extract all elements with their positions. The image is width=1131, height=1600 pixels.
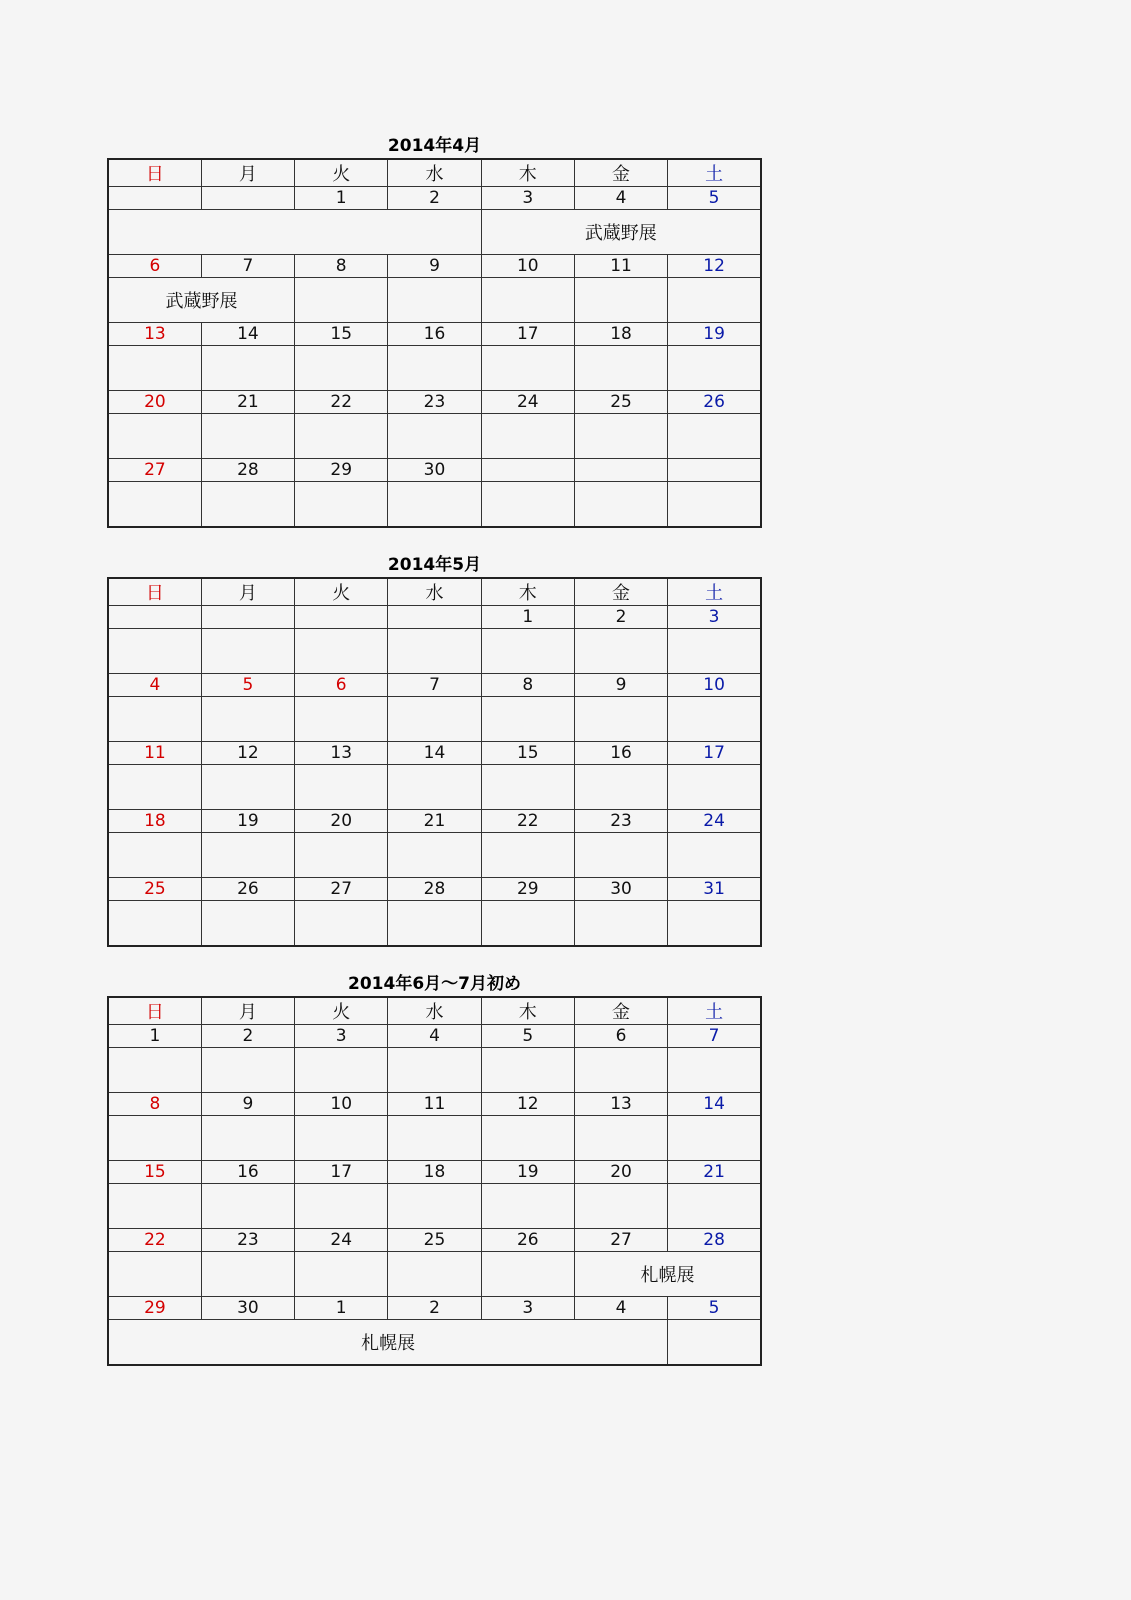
event-row (108, 1320, 761, 1366)
date-number-row (108, 459, 761, 482)
day-number: 19 (481, 1161, 574, 1184)
empty-event-cell (388, 482, 481, 528)
empty-event-cell (201, 901, 294, 947)
empty-event-cell (481, 278, 574, 323)
day-number: 25 (574, 391, 667, 414)
empty-event-cell (574, 278, 667, 323)
empty-event-cell (481, 1184, 574, 1229)
empty-event-cell (574, 697, 667, 742)
event-row (108, 833, 761, 878)
empty-event-cell (574, 1048, 667, 1093)
empty-event-cell (481, 346, 574, 391)
calendar-grid (107, 996, 762, 1366)
calendar-june-july-2014 (107, 972, 762, 1366)
empty-event-cell (201, 833, 294, 878)
day-number: 26 (201, 878, 294, 901)
empty-event-cell (201, 346, 294, 391)
empty-event-cell (295, 833, 388, 878)
day-number: 29 (481, 878, 574, 901)
day-number (201, 187, 294, 210)
empty-event-cell (668, 629, 761, 674)
empty-event-cell (574, 346, 667, 391)
empty-event-cell (481, 697, 574, 742)
empty-event-cell (668, 482, 761, 528)
day-number: 10 (295, 1093, 388, 1116)
day-number: 16 (201, 1161, 294, 1184)
day-number: 22 (481, 810, 574, 833)
empty-event-cell (574, 765, 667, 810)
empty-event-cell (481, 833, 574, 878)
empty-event-cell (574, 901, 667, 947)
day-number: 9 (574, 674, 667, 697)
day-number: 13 (295, 742, 388, 765)
day-number: 18 (108, 810, 201, 833)
empty-event-cell (201, 765, 294, 810)
empty-event-cell (295, 697, 388, 742)
empty-event-cell (108, 414, 201, 459)
empty-event-cell (201, 1116, 294, 1161)
empty-event-cell (295, 1048, 388, 1093)
weekday-header: 日 (108, 578, 201, 606)
day-number: 24 (668, 810, 761, 833)
calendar-title: 2014年6月～7月初め (348, 974, 521, 994)
day-number: 3 (668, 606, 761, 629)
day-number: 20 (574, 1161, 667, 1184)
weekday-header-row (108, 159, 761, 187)
empty-event-cell (668, 346, 761, 391)
empty-event-cell (201, 1048, 294, 1093)
empty-event-cell (574, 1116, 667, 1161)
empty-event-cell (388, 901, 481, 947)
day-number: 9 (201, 1093, 294, 1116)
empty-event-cell (668, 833, 761, 878)
day-number: 27 (108, 459, 201, 482)
day-number: 5 (201, 674, 294, 697)
day-number: 1 (295, 1297, 388, 1320)
day-number: 14 (668, 1093, 761, 1116)
day-number: 7 (388, 674, 481, 697)
empty-event-cell (574, 1184, 667, 1229)
day-number: 21 (668, 1161, 761, 1184)
empty-event-cell (108, 210, 481, 255)
day-number: 6 (295, 674, 388, 697)
day-number: 1 (295, 187, 388, 210)
event-row (108, 901, 761, 947)
empty-event-cell (481, 901, 574, 947)
day-number: 18 (388, 1161, 481, 1184)
empty-event-cell (201, 1184, 294, 1229)
date-number-row (108, 1161, 761, 1184)
day-number: 11 (108, 742, 201, 765)
day-number: 11 (388, 1093, 481, 1116)
day-number: 28 (668, 1229, 761, 1252)
empty-event-cell (668, 414, 761, 459)
empty-event-cell (108, 1048, 201, 1093)
event-cell: 武蔵野展 (108, 278, 295, 323)
weekday-header: 火 (295, 997, 388, 1025)
weekday-header: 月 (201, 159, 294, 187)
day-number: 13 (574, 1093, 667, 1116)
day-number (295, 606, 388, 629)
weekday-header: 金 (574, 578, 667, 606)
day-number: 23 (574, 810, 667, 833)
weekday-header: 日 (108, 997, 201, 1025)
weekday-header-row (108, 997, 761, 1025)
day-number: 20 (108, 391, 201, 414)
empty-event-cell (574, 629, 667, 674)
date-number-row (108, 1297, 761, 1320)
empty-event-cell (295, 482, 388, 528)
event-row (108, 1048, 761, 1093)
day-number: 29 (295, 459, 388, 482)
empty-event-cell (388, 414, 481, 459)
empty-event-cell (108, 1116, 201, 1161)
day-number: 10 (481, 255, 574, 278)
date-number-row (108, 187, 761, 210)
empty-event-cell (388, 1048, 481, 1093)
event-row (108, 765, 761, 810)
weekday-header: 金 (574, 997, 667, 1025)
event-row (108, 346, 761, 391)
event-row (108, 1184, 761, 1229)
event-row (108, 629, 761, 674)
day-number: 15 (481, 742, 574, 765)
weekday-header: 水 (388, 159, 481, 187)
empty-event-cell (201, 629, 294, 674)
day-number: 15 (295, 323, 388, 346)
day-number: 14 (201, 323, 294, 346)
day-number: 9 (388, 255, 481, 278)
empty-event-cell (481, 1116, 574, 1161)
empty-event-cell (574, 482, 667, 528)
day-number: 6 (574, 1025, 667, 1048)
day-number: 24 (295, 1229, 388, 1252)
day-number: 21 (201, 391, 294, 414)
day-number: 17 (481, 323, 574, 346)
day-number: 1 (481, 606, 574, 629)
calendar-title: 2014年4月 (387, 136, 482, 156)
day-number: 12 (201, 742, 294, 765)
empty-event-cell (295, 1252, 388, 1297)
weekday-header: 水 (388, 997, 481, 1025)
empty-event-cell (388, 697, 481, 742)
day-number: 4 (108, 674, 201, 697)
empty-event-cell (668, 697, 761, 742)
event-cell: 武蔵野展 (481, 210, 761, 255)
weekday-header: 火 (295, 159, 388, 187)
day-number: 5 (668, 187, 761, 210)
empty-event-cell (388, 629, 481, 674)
day-number (108, 187, 201, 210)
day-number: 7 (668, 1025, 761, 1048)
day-number: 14 (388, 742, 481, 765)
day-number (388, 606, 481, 629)
empty-event-cell (295, 765, 388, 810)
day-number: 24 (481, 391, 574, 414)
event-cell: 札幌展 (108, 1320, 668, 1366)
date-number-row (108, 1025, 761, 1048)
date-number-row (108, 606, 761, 629)
day-number: 3 (481, 187, 574, 210)
empty-event-cell (295, 1116, 388, 1161)
day-number: 16 (388, 323, 481, 346)
empty-event-cell (108, 629, 201, 674)
day-number: 5 (668, 1297, 761, 1320)
event-row (108, 1116, 761, 1161)
day-number: 23 (388, 391, 481, 414)
calendar-title: 2014年5月 (387, 555, 482, 575)
day-number: 31 (668, 878, 761, 901)
day-number: 23 (201, 1229, 294, 1252)
day-number (201, 606, 294, 629)
day-number: 4 (574, 187, 667, 210)
weekday-header: 火 (295, 578, 388, 606)
day-number: 21 (388, 810, 481, 833)
day-number: 2 (388, 187, 481, 210)
empty-event-cell (668, 901, 761, 947)
empty-event-cell (108, 765, 201, 810)
weekday-header: 木 (481, 159, 574, 187)
day-number: 25 (388, 1229, 481, 1252)
empty-event-cell (481, 629, 574, 674)
calendar-grid (107, 158, 762, 528)
day-number: 8 (295, 255, 388, 278)
day-number (668, 459, 761, 482)
date-number-row (108, 391, 761, 414)
empty-event-cell (388, 765, 481, 810)
day-number: 4 (388, 1025, 481, 1048)
day-number: 12 (668, 255, 761, 278)
day-number: 22 (108, 1229, 201, 1252)
day-number: 30 (201, 1297, 294, 1320)
weekday-header: 土 (668, 578, 761, 606)
empty-event-cell (108, 482, 201, 528)
day-number: 3 (295, 1025, 388, 1048)
date-number-row (108, 1229, 761, 1252)
empty-event-cell (388, 278, 481, 323)
empty-event-cell (668, 765, 761, 810)
day-number: 17 (668, 742, 761, 765)
day-number: 8 (108, 1093, 201, 1116)
weekday-header: 月 (201, 578, 294, 606)
day-number: 5 (481, 1025, 574, 1048)
day-number: 13 (108, 323, 201, 346)
empty-event-cell (108, 697, 201, 742)
empty-event-cell (108, 833, 201, 878)
day-number: 2 (388, 1297, 481, 1320)
day-number: 30 (388, 459, 481, 482)
empty-event-cell (108, 901, 201, 947)
day-number: 15 (108, 1161, 201, 1184)
day-number: 25 (108, 878, 201, 901)
day-number: 6 (108, 255, 201, 278)
empty-event-cell (295, 414, 388, 459)
day-number (108, 606, 201, 629)
date-number-row (108, 1093, 761, 1116)
day-number: 8 (481, 674, 574, 697)
weekday-header-row (108, 578, 761, 606)
day-number: 11 (574, 255, 667, 278)
date-number-row (108, 810, 761, 833)
weekday-header: 土 (668, 159, 761, 187)
empty-event-cell (481, 765, 574, 810)
day-number: 2 (574, 606, 667, 629)
weekday-header: 土 (668, 997, 761, 1025)
day-number: 7 (201, 255, 294, 278)
empty-event-cell (668, 278, 761, 323)
weekday-header: 金 (574, 159, 667, 187)
empty-event-cell (388, 1252, 481, 1297)
weekday-header: 水 (388, 578, 481, 606)
day-number: 10 (668, 674, 761, 697)
day-number: 26 (481, 1229, 574, 1252)
empty-event-cell (481, 1048, 574, 1093)
date-number-row (108, 742, 761, 765)
empty-event-cell (201, 482, 294, 528)
day-number: 28 (201, 459, 294, 482)
weekday-header: 木 (481, 578, 574, 606)
day-number: 18 (574, 323, 667, 346)
empty-event-cell (668, 1320, 761, 1366)
empty-event-cell (388, 1184, 481, 1229)
date-number-row (108, 674, 761, 697)
empty-event-cell (668, 1048, 761, 1093)
date-number-row (108, 323, 761, 346)
empty-event-cell (668, 1184, 761, 1229)
empty-event-cell (108, 346, 201, 391)
empty-event-cell (668, 1116, 761, 1161)
day-number: 17 (295, 1161, 388, 1184)
event-row (108, 414, 761, 459)
empty-event-cell (388, 833, 481, 878)
day-number: 19 (668, 323, 761, 346)
event-row (108, 482, 761, 528)
event-row (108, 697, 761, 742)
empty-event-cell (295, 346, 388, 391)
day-number: 12 (481, 1093, 574, 1116)
day-number: 3 (481, 1297, 574, 1320)
empty-event-cell (481, 414, 574, 459)
empty-event-cell (295, 629, 388, 674)
day-number: 1 (108, 1025, 201, 1048)
empty-event-cell (108, 1252, 201, 1297)
day-number: 16 (574, 742, 667, 765)
empty-event-cell (295, 901, 388, 947)
empty-event-cell (201, 414, 294, 459)
weekday-header: 日 (108, 159, 201, 187)
event-row (108, 210, 761, 255)
empty-event-cell (388, 1116, 481, 1161)
day-number: 27 (295, 878, 388, 901)
day-number: 19 (201, 810, 294, 833)
day-number: 4 (574, 1297, 667, 1320)
empty-event-cell (201, 1252, 294, 1297)
date-number-row (108, 878, 761, 901)
day-number: 27 (574, 1229, 667, 1252)
day-number: 22 (295, 391, 388, 414)
event-row (108, 278, 761, 323)
day-number: 29 (108, 1297, 201, 1320)
weekday-header: 月 (201, 997, 294, 1025)
event-cell: 札幌展 (574, 1252, 761, 1297)
day-number (481, 459, 574, 482)
empty-event-cell (481, 482, 574, 528)
day-number: 20 (295, 810, 388, 833)
day-number: 2 (201, 1025, 294, 1048)
empty-event-cell (295, 1184, 388, 1229)
day-number: 26 (668, 391, 761, 414)
empty-event-cell (388, 346, 481, 391)
calendar-grid (107, 577, 762, 947)
date-number-row (108, 255, 761, 278)
empty-event-cell (574, 833, 667, 878)
calendar-april-2014 (107, 134, 762, 528)
empty-event-cell (574, 414, 667, 459)
empty-event-cell (201, 697, 294, 742)
event-row (108, 1252, 761, 1297)
day-number (574, 459, 667, 482)
weekday-header: 木 (481, 997, 574, 1025)
calendar-may-2014 (107, 553, 762, 947)
day-number: 30 (574, 878, 667, 901)
empty-event-cell (481, 1252, 574, 1297)
empty-event-cell (295, 278, 388, 323)
day-number: 28 (388, 878, 481, 901)
empty-event-cell (108, 1184, 201, 1229)
